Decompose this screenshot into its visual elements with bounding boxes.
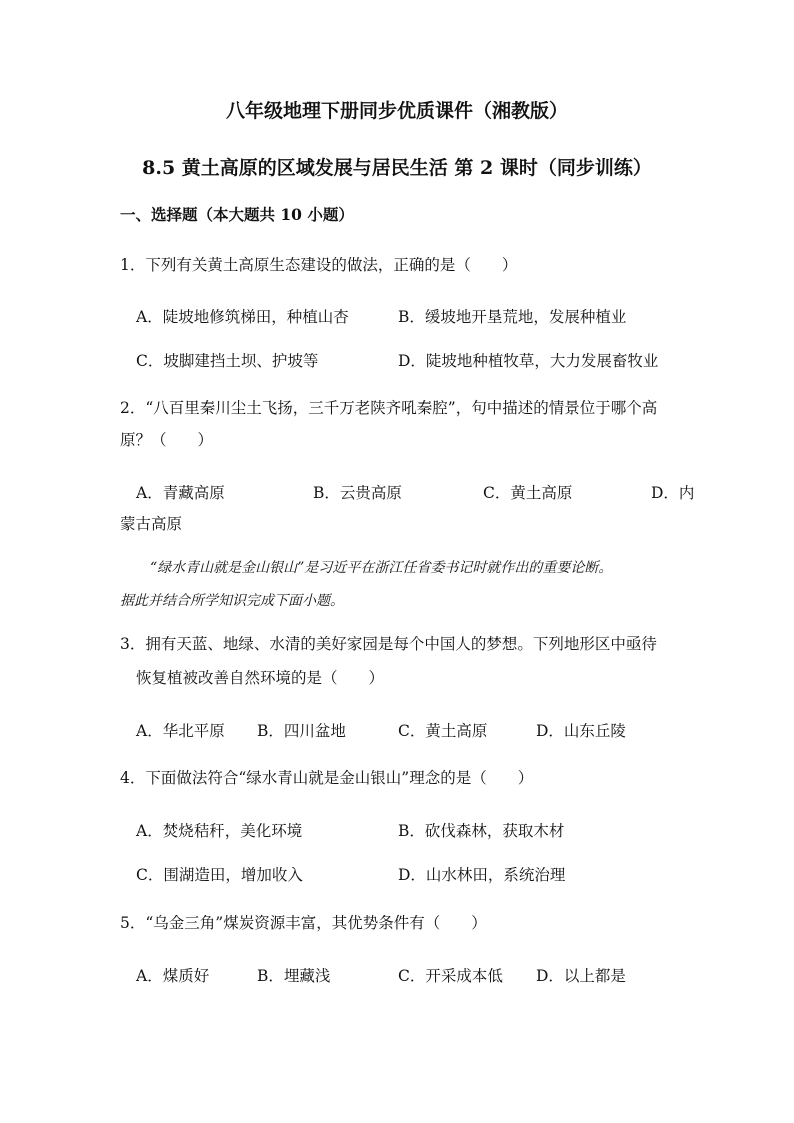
- material-note-line-2: 据此并结合所学知识完成下面小题。: [120, 593, 344, 609]
- question-3-option-b: B．四川盆地: [257, 722, 346, 740]
- question-4-option-c: C．围湖造田，增加收入: [136, 866, 303, 884]
- question-2-option-b: B．云贵高原: [313, 484, 402, 502]
- question-2-stem-line-1: 2．“八百里秦川尘土飞扬，三千万老陕齐吼秦腔”，句中描述的情景位于哪个高: [120, 399, 658, 417]
- question-4-option-b: B．砍伐森林，获取木材: [398, 822, 565, 840]
- question-2-stem-line-2: 原？（ ）: [120, 431, 214, 449]
- question-2-option-d-wrap: 蒙古高原: [120, 515, 183, 533]
- question-3-stem-line-1: 3．拥有天蓝、地绿、水清的美好家园是每个中国人的梦想。下列地形区中亟待: [120, 635, 657, 653]
- question-4-stem: 4．下面做法符合“绿水青山就是金山银山”理念的是（ ）: [120, 769, 534, 787]
- question-5-option-a: A．煤质好: [136, 967, 210, 985]
- question-1-option-c: C．坡脚建挡土坝、护坡等: [136, 352, 319, 370]
- question-3-option-a: A．华北平原: [136, 722, 225, 740]
- question-5-option-d: D．以上都是: [536, 967, 626, 985]
- question-3-option-d: D．山东丘陵: [536, 722, 626, 740]
- question-4-option-a: A．焚烧秸秆，美化环境: [136, 822, 303, 840]
- section-heading: 一、选择题（本大题共 10 小题）: [120, 205, 354, 224]
- question-5-option-c: C．开采成本低: [398, 967, 503, 985]
- question-1-option-b: B．缓坡地开垦荒地，发展种植业: [398, 308, 627, 326]
- question-5-stem: 5．“乌金三角”煤炭资源丰富，其优势条件有（ ）: [120, 914, 487, 932]
- question-1-option-a: A．陡坡地修筑梯田，种植山杏: [136, 308, 349, 326]
- question-1-option-d: D．陡坡地种植牧草，大力发展畜牧业: [398, 352, 659, 370]
- question-3-option-c: C．黄土高原: [398, 722, 488, 740]
- document-title: 八年级地理下册同步优质课件（湘教版）: [225, 100, 568, 122]
- material-note-line-1: “绿水青山就是金山银山”是习近平在浙江任省委书记时就作出的重要论断。: [150, 560, 613, 576]
- question-2-option-a: A．青藏高原: [136, 484, 225, 502]
- question-3-stem-line-2: 恢复植被改善自然环境的是（ ）: [136, 669, 385, 687]
- question-2-option-d: D．内: [651, 484, 695, 502]
- question-4-option-d: D．山水林田，系统治理: [398, 866, 566, 884]
- question-1-stem: 1．下列有关黄土高原生态建设的做法，正确的是（ ）: [120, 256, 518, 274]
- question-5-option-b: B．埋藏浅: [257, 967, 331, 985]
- lesson-title: 8.5 黄土高原的区域发展与居民生活 第 2 课时（同步训练）: [142, 157, 652, 179]
- question-2-option-c: C．黄土高原: [483, 484, 573, 502]
